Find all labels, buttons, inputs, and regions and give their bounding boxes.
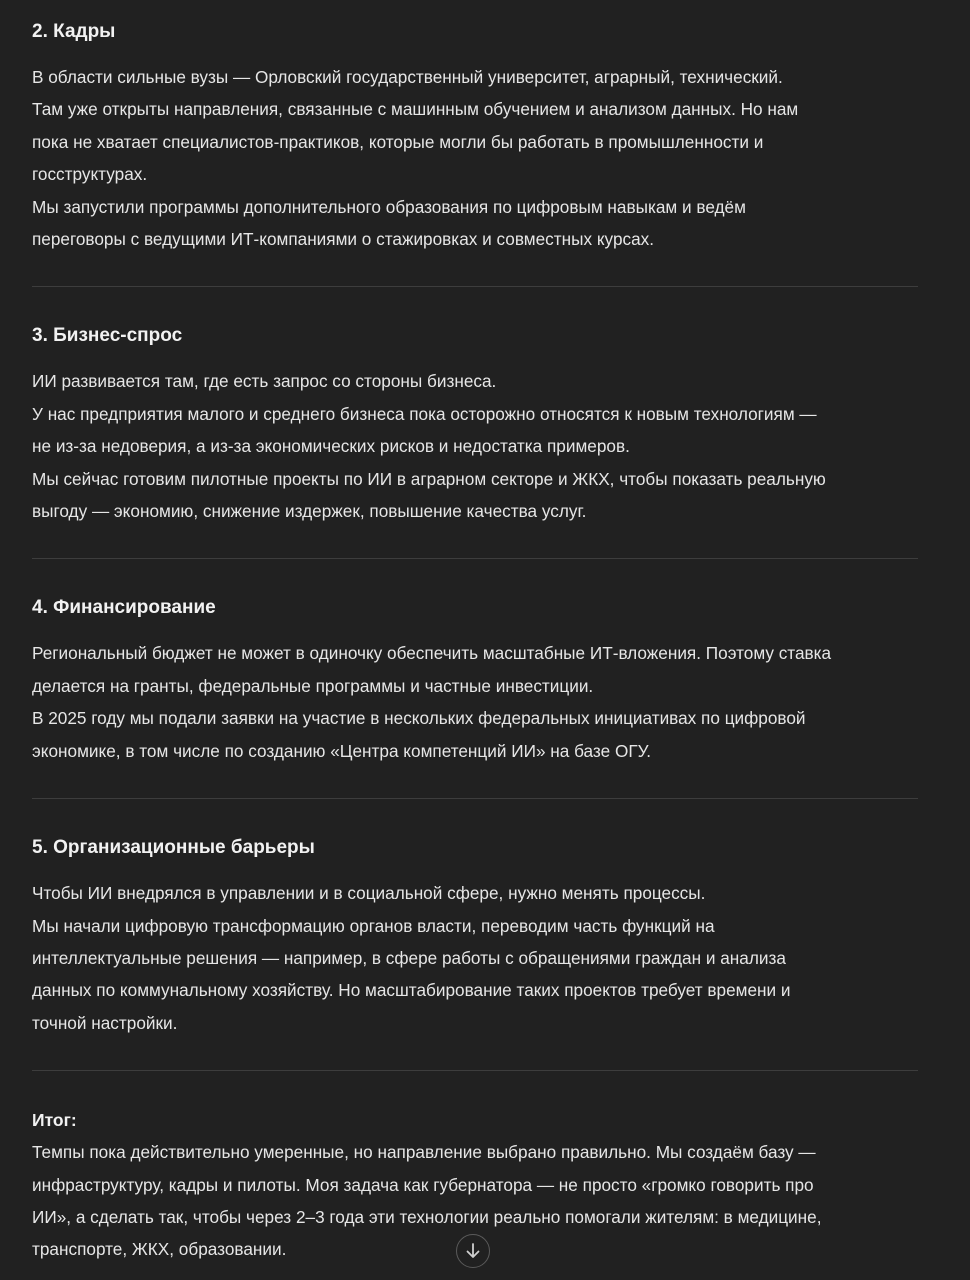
section-business-demand <box>32 287 918 527</box>
paragraph-line: Мы запустили программы дополнительного образования по цифровым навыкам и ведём <box>32 196 746 217</box>
section-organizational-barriers <box>32 799 918 1039</box>
section-heading: 4. Финансирование <box>32 597 216 619</box>
section-financing <box>32 559 918 767</box>
section-heading: 2. Кадры <box>32 21 116 42</box>
section-heading: 5. Организационные барьеры <box>32 837 315 859</box>
section-staff <box>32 0 918 255</box>
message-content <box>32 0 918 1266</box>
paragraph-line: делается на гранты, федеральные программы и частные инвестиции. <box>32 675 594 696</box>
paragraph-line: переговоры с ведущими ИТ-компаниями о стажировках и совместных курсах. <box>32 229 655 250</box>
paragraph-line: Региональный бюджет не может в одиночку обеспечить масштабные ИТ-вложения. Поэтому ставка <box>32 643 832 664</box>
paragraph-line: госструктурах. <box>32 164 148 185</box>
paragraph-line: Мы начали цифровую трансформацию органов власти, переводим часть функций на <box>32 915 715 936</box>
paragraph-line: транспорте, ЖКХ, образовании. <box>32 1239 287 1260</box>
paragraph-line: инфраструктуру, кадры и пилоты. Моя задача как губернатора — не просто «громко говорить про <box>32 1174 814 1195</box>
paragraph-line: В области сильные вузы — Орловский государственный университет, аграрный, технический. <box>32 67 783 87</box>
paragraph-line: ИИ», а сделать так, чтобы через 2–3 года эти технологии реально помогали жителям: в медицине, <box>32 1206 822 1227</box>
summary-heading: Итог: <box>32 1110 77 1131</box>
paragraph-line: данных по коммунальному хозяйству. Но масштабирование таких проектов требует времени и <box>32 980 791 1001</box>
paragraph-line: ИИ развивается там, где есть запрос со стороны бизнеса. <box>32 371 497 392</box>
paragraph-line: точной настройки. <box>32 1012 178 1033</box>
paragraph-line: пока не хватает специалистов-практиков, которые могли бы работать в промышленности и <box>32 131 764 152</box>
paragraph-line: выгоду — экономию, снижение издержек, повышение качества услуг. <box>32 501 587 522</box>
paragraph-line: Мы сейчас готовим пилотные проекты по ИИ в аграрном секторе и ЖКХ, чтобы показать реальную <box>32 468 826 489</box>
arrow-down-icon <box>465 1242 481 1260</box>
paragraph-line: В 2025 году мы подали заявки на участие в нескольких федеральных инициативах по цифровой <box>32 708 806 729</box>
paragraph-line: Там уже открыты направления, связанные с машинным обучением и анализом данных. Но нам <box>32 99 799 120</box>
scroll-to-bottom-button[interactable] <box>456 1234 490 1268</box>
paragraph-line: У нас предприятия малого и среднего бизнеса пока осторожно относятся к новым технологиям — <box>32 403 817 424</box>
paragraph-line: Темпы пока действительно умеренные, но направление выбрано правильно. Мы создаём базу — <box>32 1142 816 1163</box>
paragraph-line: не из-за недоверия, а из-за экономических рисков и недостатка примеров. <box>32 436 630 457</box>
paragraph-line: интеллектуальные решения — например, в сфере работы с обращениями граждан и анализа <box>32 947 786 968</box>
paragraph-line: экономике, в том числе по созданию «Центра компетенций ИИ» на базе ОГУ. <box>32 740 652 761</box>
section-heading: 3. Бизнес-спрос <box>32 325 183 347</box>
paragraph-line: Чтобы ИИ внедрялся в управлении и в социальной сфере, нужно менять процессы. <box>32 883 706 904</box>
